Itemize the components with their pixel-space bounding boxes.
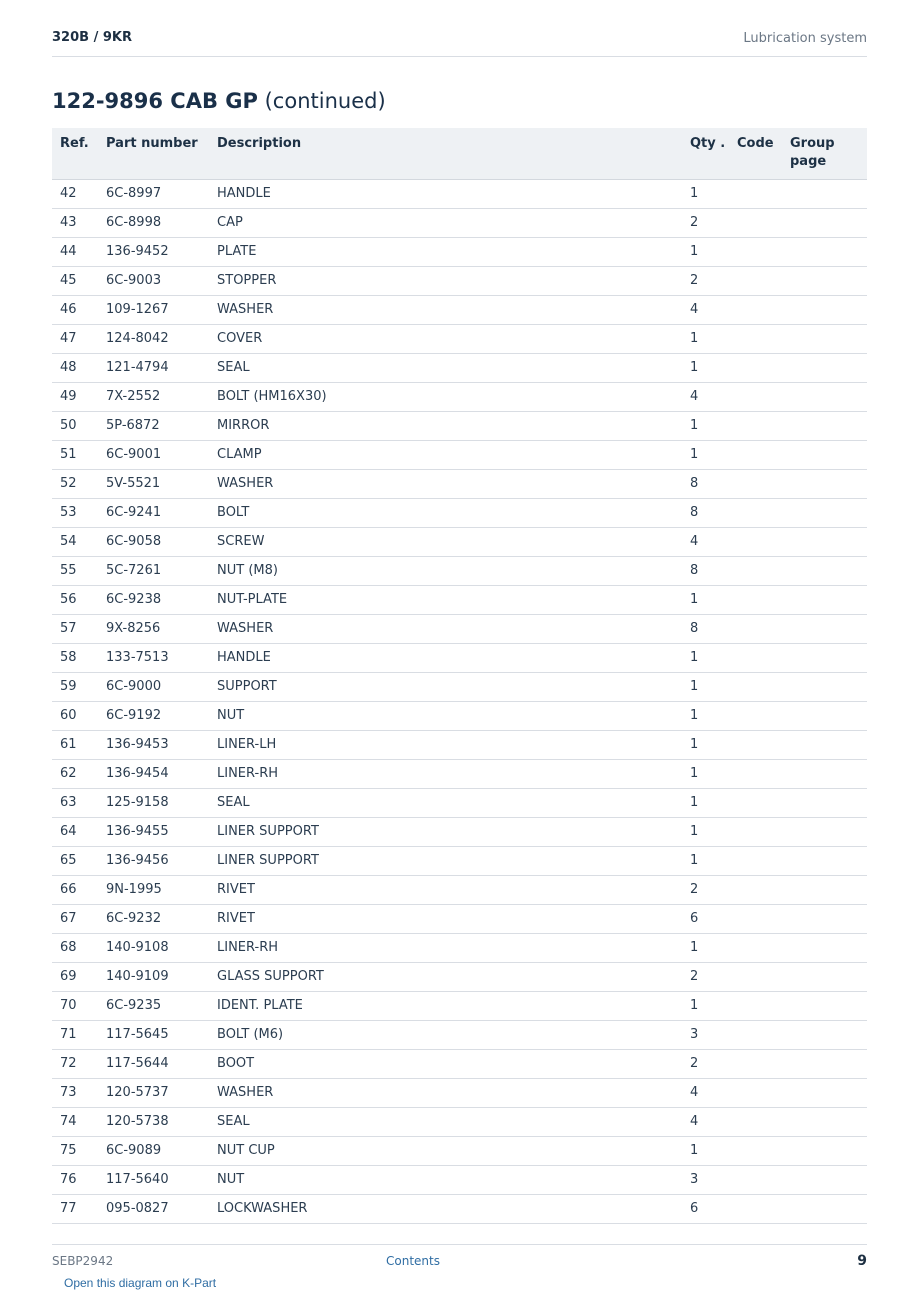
table-row	[52, 731, 867, 760]
qty-cell: 1	[682, 441, 729, 470]
code-cell	[729, 818, 782, 847]
qty-cell: 1	[682, 644, 729, 673]
qty-cell: 1	[682, 673, 729, 702]
group-page-cell	[782, 615, 867, 644]
col-header-description: Description	[209, 128, 682, 180]
col-header-code: Code	[729, 128, 782, 180]
group-page-cell	[782, 586, 867, 615]
group-page-cell	[782, 267, 867, 296]
page-number: 9	[857, 1253, 867, 1269]
description-cell: WASHER	[209, 1079, 682, 1108]
code-cell	[729, 1108, 782, 1137]
group-page-cell	[782, 847, 867, 876]
table-row	[52, 325, 867, 354]
code-cell	[729, 296, 782, 325]
description-cell: MIRROR	[209, 412, 682, 441]
ref-cell: 55	[52, 557, 98, 586]
group-page-cell	[782, 557, 867, 586]
qty-cell: 3	[682, 1166, 729, 1195]
code-cell	[729, 528, 782, 557]
qty-cell: 1	[682, 412, 729, 441]
description-cell: WASHER	[209, 470, 682, 499]
document-id: SEBP2942	[52, 1254, 114, 1268]
table-row	[52, 1021, 867, 1050]
group-page-cell	[782, 760, 867, 789]
part-number-cell: 121-4794	[98, 354, 209, 383]
part-number-cell: 6C-9238	[98, 586, 209, 615]
code-cell	[729, 905, 782, 934]
ref-cell: 44	[52, 238, 98, 267]
table-row	[52, 267, 867, 296]
qty-cell: 1	[682, 180, 729, 209]
part-number-cell: 136-9454	[98, 760, 209, 789]
group-page-cell	[782, 905, 867, 934]
table-body	[52, 180, 867, 1224]
description-cell: NUT	[209, 1166, 682, 1195]
part-number-cell: 136-9455	[98, 818, 209, 847]
group-page-cell	[782, 1021, 867, 1050]
table-row	[52, 673, 867, 702]
description-cell: WASHER	[209, 615, 682, 644]
qty-cell: 1	[682, 702, 729, 731]
table-row	[52, 818, 867, 847]
table-row	[52, 1137, 867, 1166]
ref-cell: 57	[52, 615, 98, 644]
code-cell	[729, 412, 782, 441]
description-cell: CAP	[209, 209, 682, 238]
contents-link[interactable]: Contents	[386, 1254, 440, 1268]
group-page-cell	[782, 238, 867, 267]
code-cell	[729, 1166, 782, 1195]
group-page-cell	[782, 673, 867, 702]
ref-cell: 77	[52, 1195, 98, 1224]
group-page-cell	[782, 412, 867, 441]
description-cell: IDENT. PLATE	[209, 992, 682, 1021]
description-cell: SEAL	[209, 789, 682, 818]
part-number-cell: 7X-2552	[98, 383, 209, 412]
description-cell: NUT (M8)	[209, 557, 682, 586]
qty-cell: 4	[682, 296, 729, 325]
description-cell: BOOT	[209, 1050, 682, 1079]
ref-cell: 62	[52, 760, 98, 789]
code-cell	[729, 354, 782, 383]
description-cell: LINER-RH	[209, 760, 682, 789]
description-cell: SEAL	[209, 354, 682, 383]
code-cell	[729, 731, 782, 760]
part-number-cell: 6C-8997	[98, 180, 209, 209]
ref-cell: 45	[52, 267, 98, 296]
code-cell	[729, 644, 782, 673]
description-cell: HANDLE	[209, 644, 682, 673]
part-number-cell: 9X-8256	[98, 615, 209, 644]
table-row	[52, 528, 867, 557]
description-cell: BOLT (M6)	[209, 1021, 682, 1050]
description-cell: NUT-PLATE	[209, 586, 682, 615]
code-cell	[729, 1137, 782, 1166]
description-cell: BOLT	[209, 499, 682, 528]
ref-cell: 43	[52, 209, 98, 238]
code-cell	[729, 789, 782, 818]
description-cell: NUT	[209, 702, 682, 731]
code-cell	[729, 702, 782, 731]
ref-cell: 66	[52, 876, 98, 905]
ref-cell: 56	[52, 586, 98, 615]
part-number-cell: 5V-5521	[98, 470, 209, 499]
ref-cell: 71	[52, 1021, 98, 1050]
page-header	[52, 28, 867, 57]
group-page-cell	[782, 731, 867, 760]
description-cell: LINER-LH	[209, 731, 682, 760]
code-cell	[729, 934, 782, 963]
col-header-part-number: Part number	[98, 128, 209, 180]
ref-cell: 75	[52, 1137, 98, 1166]
group-page-cell	[782, 180, 867, 209]
table-row	[52, 615, 867, 644]
description-cell: STOPPER	[209, 267, 682, 296]
part-number-cell: 6C-9003	[98, 267, 209, 296]
part-number-cell: 5P-6872	[98, 412, 209, 441]
table-row	[52, 383, 867, 412]
part-group-title: 122-9896 CAB GP	[52, 89, 258, 113]
col-header-ref: Ref.	[52, 128, 98, 180]
part-number-cell: 136-9453	[98, 731, 209, 760]
table-row	[52, 876, 867, 905]
part-number-cell: 136-9452	[98, 238, 209, 267]
table-row	[52, 180, 867, 209]
group-page-cell	[782, 325, 867, 354]
description-cell: RIVET	[209, 905, 682, 934]
code-cell	[729, 499, 782, 528]
part-number-cell: 120-5738	[98, 1108, 209, 1137]
description-cell: LINER-RH	[209, 934, 682, 963]
table-row	[52, 905, 867, 934]
code-cell	[729, 180, 782, 209]
parts-table	[52, 128, 867, 1224]
table-row	[52, 470, 867, 499]
code-cell	[729, 267, 782, 296]
part-number-cell: 6C-9241	[98, 499, 209, 528]
col-header-group-page: Group page	[782, 128, 867, 180]
qty-cell: 6	[682, 905, 729, 934]
description-cell: PLATE	[209, 238, 682, 267]
part-number-cell: 6C-9001	[98, 441, 209, 470]
page-footer	[52, 1244, 867, 1275]
ref-cell: 69	[52, 963, 98, 992]
ref-cell: 53	[52, 499, 98, 528]
table-row	[52, 1050, 867, 1079]
description-cell: SEAL	[209, 1108, 682, 1137]
description-cell: WASHER	[209, 296, 682, 325]
ref-cell: 59	[52, 673, 98, 702]
code-cell	[729, 673, 782, 702]
qty-cell: 1	[682, 934, 729, 963]
qty-cell: 2	[682, 1050, 729, 1079]
part-number-cell: 124-8042	[98, 325, 209, 354]
description-cell: LINER SUPPORT	[209, 847, 682, 876]
table-row	[52, 992, 867, 1021]
code-cell	[729, 760, 782, 789]
qty-cell: 2	[682, 963, 729, 992]
code-cell	[729, 209, 782, 238]
code-cell	[729, 325, 782, 354]
table-row	[52, 441, 867, 470]
qty-cell: 8	[682, 557, 729, 586]
ref-cell: 46	[52, 296, 98, 325]
description-cell: RIVET	[209, 876, 682, 905]
description-cell: GLASS SUPPORT	[209, 963, 682, 992]
ref-cell: 67	[52, 905, 98, 934]
table-row	[52, 412, 867, 441]
group-page-cell	[782, 383, 867, 412]
description-cell: COVER	[209, 325, 682, 354]
kpart-diagram-link[interactable]: Open this diagram on K-Part	[64, 1276, 217, 1290]
group-page-cell	[782, 1166, 867, 1195]
group-page-cell	[782, 963, 867, 992]
table-row	[52, 1079, 867, 1108]
part-number-cell: 9N-1995	[98, 876, 209, 905]
part-number-cell: 6C-9089	[98, 1137, 209, 1166]
table-row	[52, 586, 867, 615]
group-page-cell	[782, 209, 867, 238]
table-row	[52, 1166, 867, 1195]
group-page-cell	[782, 296, 867, 325]
qty-cell: 1	[682, 847, 729, 876]
code-cell	[729, 1050, 782, 1079]
ref-cell: 64	[52, 818, 98, 847]
ref-cell: 76	[52, 1166, 98, 1195]
machine-model: 320B / 9KR	[52, 30, 132, 45]
ref-cell: 54	[52, 528, 98, 557]
part-number-cell: 6C-9235	[98, 992, 209, 1021]
qty-cell: 8	[682, 615, 729, 644]
code-cell	[729, 1195, 782, 1224]
qty-cell: 4	[682, 1079, 729, 1108]
part-number-cell: 6C-9232	[98, 905, 209, 934]
ref-cell: 51	[52, 441, 98, 470]
description-cell: CLAMP	[209, 441, 682, 470]
part-number-cell: 133-7513	[98, 644, 209, 673]
group-page-cell	[782, 789, 867, 818]
group-page-cell	[782, 441, 867, 470]
ref-cell: 50	[52, 412, 98, 441]
qty-cell: 1	[682, 1137, 729, 1166]
table-row	[52, 644, 867, 673]
table-row	[52, 760, 867, 789]
part-number-cell: 109-1267	[98, 296, 209, 325]
part-number-cell: 6C-9192	[98, 702, 209, 731]
group-page-cell	[782, 470, 867, 499]
code-cell	[729, 586, 782, 615]
description-cell: HANDLE	[209, 180, 682, 209]
table-row	[52, 963, 867, 992]
qty-cell: 1	[682, 789, 729, 818]
group-page-cell	[782, 1050, 867, 1079]
title-suffix: (continued)	[264, 89, 386, 113]
ref-cell: 42	[52, 180, 98, 209]
table-row	[52, 238, 867, 267]
part-number-cell: 136-9456	[98, 847, 209, 876]
qty-cell: 1	[682, 818, 729, 847]
code-cell	[729, 963, 782, 992]
part-number-cell: 125-9158	[98, 789, 209, 818]
qty-cell: 1	[682, 992, 729, 1021]
code-cell	[729, 470, 782, 499]
part-number-cell: 6C-9000	[98, 673, 209, 702]
qty-cell: 2	[682, 209, 729, 238]
qty-cell: 1	[682, 238, 729, 267]
ref-cell: 65	[52, 847, 98, 876]
part-number-cell: 6C-9058	[98, 528, 209, 557]
code-cell	[729, 992, 782, 1021]
table-row	[52, 934, 867, 963]
code-cell	[729, 876, 782, 905]
qty-cell: 1	[682, 760, 729, 789]
group-page-cell	[782, 992, 867, 1021]
code-cell	[729, 441, 782, 470]
group-page-cell	[782, 1137, 867, 1166]
qty-cell: 3	[682, 1021, 729, 1050]
code-cell	[729, 383, 782, 412]
page-title	[52, 89, 386, 113]
ref-cell: 49	[52, 383, 98, 412]
code-cell	[729, 615, 782, 644]
group-page-cell	[782, 1195, 867, 1224]
group-page-cell	[782, 644, 867, 673]
qty-cell: 6	[682, 1195, 729, 1224]
part-number-cell: 120-5737	[98, 1079, 209, 1108]
table-row	[52, 1195, 867, 1224]
table-row	[52, 557, 867, 586]
qty-cell: 1	[682, 325, 729, 354]
part-number-cell: 117-5644	[98, 1050, 209, 1079]
ref-cell: 63	[52, 789, 98, 818]
ref-cell: 74	[52, 1108, 98, 1137]
group-page-cell	[782, 499, 867, 528]
qty-cell: 4	[682, 383, 729, 412]
group-page-cell	[782, 528, 867, 557]
qty-cell: 8	[682, 499, 729, 528]
group-page-cell	[782, 702, 867, 731]
description-cell: SCREW	[209, 528, 682, 557]
table-row	[52, 296, 867, 325]
qty-cell: 4	[682, 1108, 729, 1137]
table-header-row	[52, 128, 867, 180]
qty-cell: 1	[682, 354, 729, 383]
table-row	[52, 702, 867, 731]
table-row	[52, 1108, 867, 1137]
qty-cell: 8	[682, 470, 729, 499]
qty-cell: 2	[682, 267, 729, 296]
group-page-cell	[782, 1079, 867, 1108]
ref-cell: 48	[52, 354, 98, 383]
code-cell	[729, 557, 782, 586]
ref-cell: 73	[52, 1079, 98, 1108]
part-number-cell: 6C-8998	[98, 209, 209, 238]
table-row	[52, 209, 867, 238]
code-cell	[729, 847, 782, 876]
qty-cell: 1	[682, 586, 729, 615]
code-cell	[729, 1021, 782, 1050]
group-page-cell	[782, 934, 867, 963]
group-page-cell	[782, 354, 867, 383]
ref-cell: 58	[52, 644, 98, 673]
group-page-cell	[782, 876, 867, 905]
table-row	[52, 499, 867, 528]
table-row	[52, 354, 867, 383]
ref-cell: 47	[52, 325, 98, 354]
part-number-cell: 140-9108	[98, 934, 209, 963]
ref-cell: 60	[52, 702, 98, 731]
description-cell: LINER SUPPORT	[209, 818, 682, 847]
ref-cell: 72	[52, 1050, 98, 1079]
qty-cell: 2	[682, 876, 729, 905]
part-number-cell: 117-5640	[98, 1166, 209, 1195]
group-page-cell	[782, 1108, 867, 1137]
description-cell: NUT CUP	[209, 1137, 682, 1166]
code-cell	[729, 1079, 782, 1108]
table-row	[52, 847, 867, 876]
part-number-cell: 140-9109	[98, 963, 209, 992]
table-row	[52, 789, 867, 818]
code-cell	[729, 238, 782, 267]
col-header-qty: Qty .	[682, 128, 729, 180]
ref-cell: 68	[52, 934, 98, 963]
part-number-cell: 5C-7261	[98, 557, 209, 586]
qty-cell: 1	[682, 731, 729, 760]
ref-cell: 61	[52, 731, 98, 760]
part-number-cell: 095-0827	[98, 1195, 209, 1224]
part-number-cell: 117-5645	[98, 1021, 209, 1050]
description-cell: LOCKWASHER	[209, 1195, 682, 1224]
description-cell: SUPPORT	[209, 673, 682, 702]
ref-cell: 52	[52, 470, 98, 499]
qty-cell: 4	[682, 528, 729, 557]
description-cell: BOLT (HM16X30)	[209, 383, 682, 412]
group-page-cell	[782, 818, 867, 847]
ref-cell: 70	[52, 992, 98, 1021]
section-name: Lubrication system	[743, 31, 867, 46]
